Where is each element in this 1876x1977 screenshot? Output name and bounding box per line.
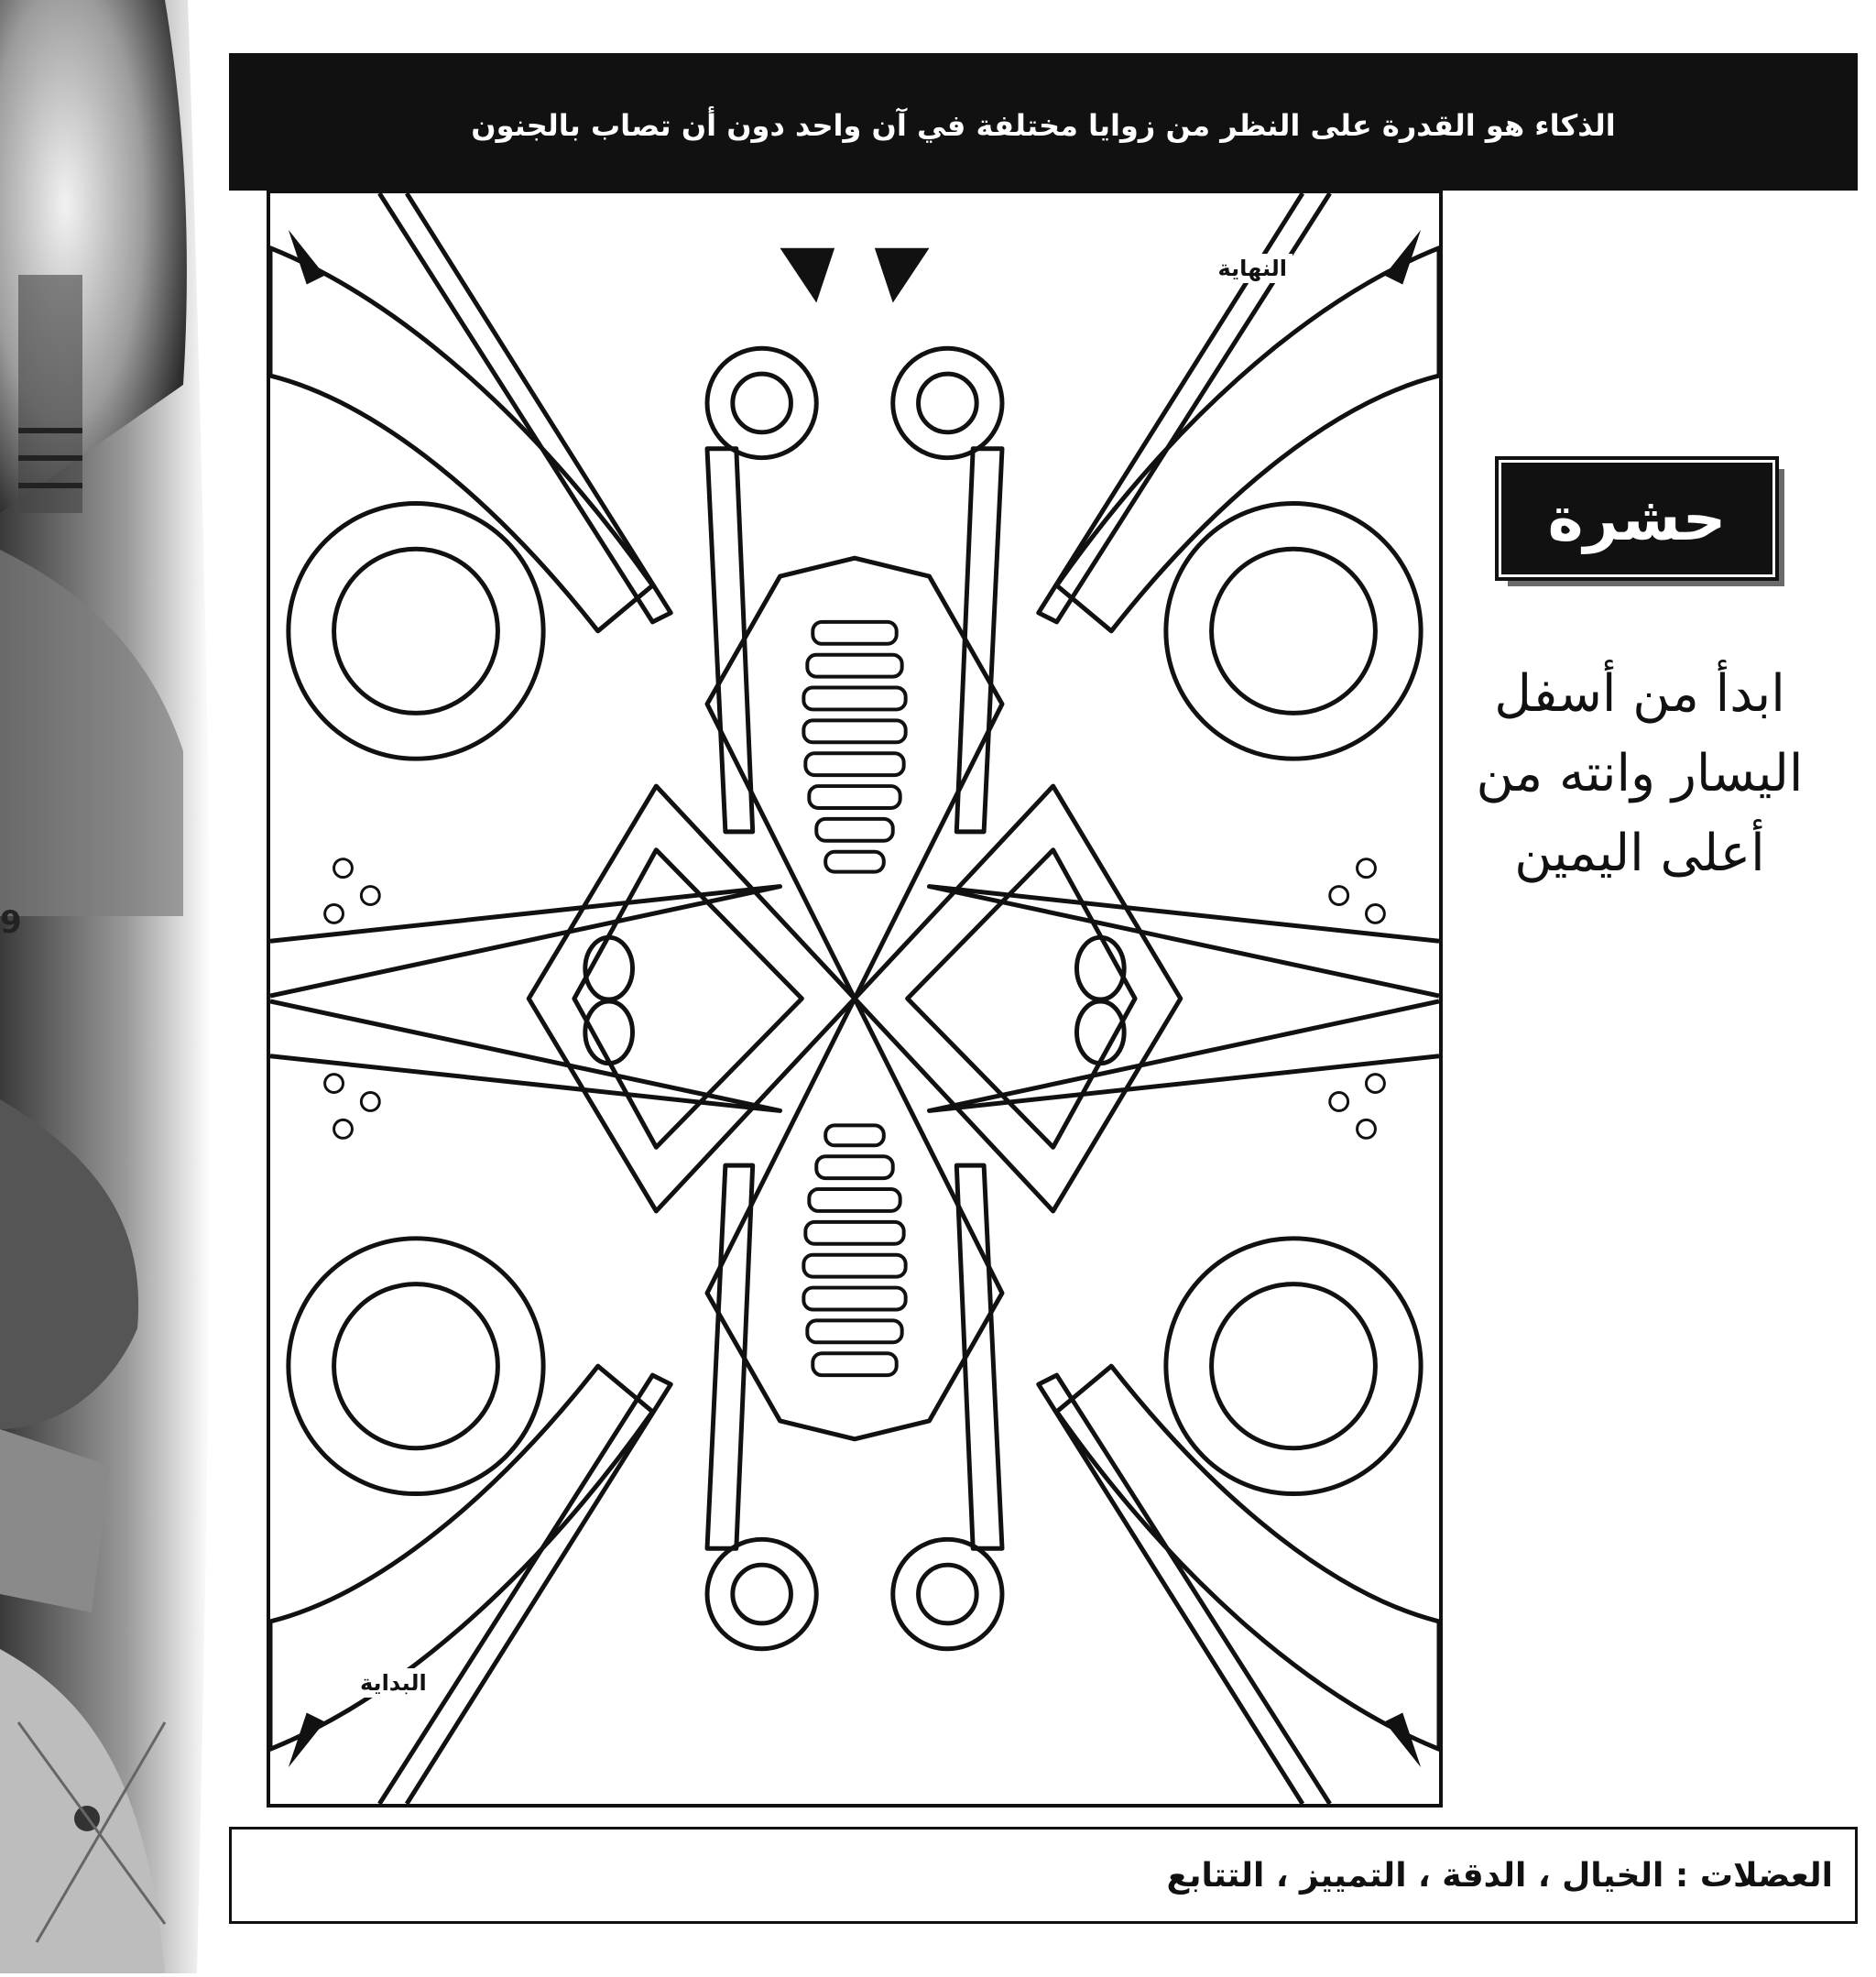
insect-maze-puzzle	[267, 190, 1443, 1808]
decorative-photo-strip	[0, 0, 211, 1973]
skills-text	[1166, 1857, 1833, 1895]
maze-end-label: النهاية	[1213, 254, 1292, 283]
skills-list: الخيال ، الدقة ، التمييز ، التتابع	[1166, 1856, 1664, 1895]
skills-box	[229, 1827, 1858, 1924]
puzzle-title: حشرة	[1547, 483, 1727, 554]
skills-separator: :	[1674, 1856, 1689, 1895]
skills-label: العضلات	[1699, 1856, 1833, 1895]
instruction-line: ابدأ من أسفل	[1494, 664, 1785, 724]
quote-text: الذكاء هو القدرة على النظر من زوايا مختلفة في آن واحد دون أن تصاب بالجنون	[471, 108, 1616, 144]
quote-banner	[229, 53, 1858, 191]
instruction-line: أعلى اليمين	[1514, 823, 1765, 883]
instruction-line: اليسار وانته من	[1476, 743, 1804, 803]
puzzle-instructions	[1456, 655, 1823, 893]
maze-start-label: البداية	[354, 1668, 432, 1698]
puzzle-title-box	[1499, 460, 1775, 577]
collage-image	[0, 0, 211, 1973]
maze-drawing	[270, 193, 1439, 1804]
page-number: 9	[0, 904, 22, 941]
